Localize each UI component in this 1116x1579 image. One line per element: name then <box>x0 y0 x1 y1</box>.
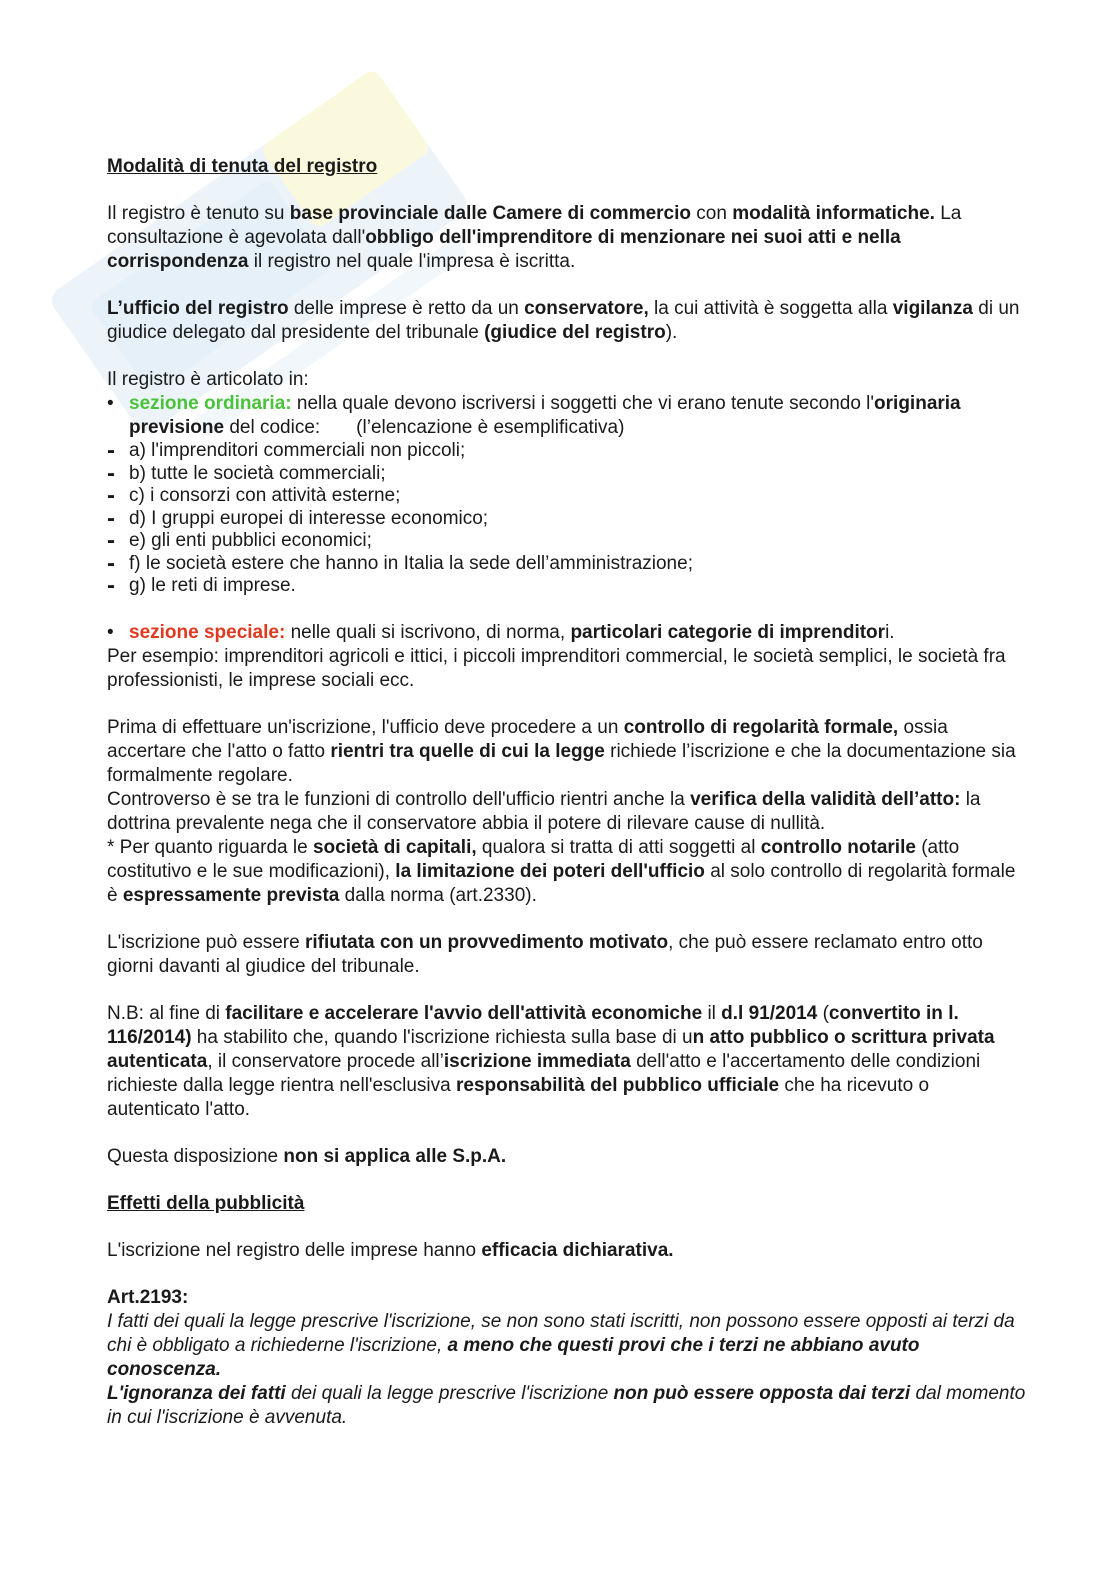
bullet-marker: • <box>107 621 114 643</box>
paragraph-ufficio: L’ufficio del registro delle imprese è retto da un conservatore, la cui attività è soggetta alla vigilanza di un giudice delegato dal presidente del tribunale (giudice del registro). <box>107 298 1020 343</box>
article-text-2: L'ignoranza dei fatti dei quali la legge prescrive l'iscrizione non può essere opposta dai terzi dal momento in cui l'iscrizione è avvenuta. <box>107 1382 1026 1428</box>
paragraph-esempio: Per esempio: imprenditori agricoli e ittici, i piccoli imprenditori commercial, le società semplici, le società fra professionisti, le imprese sociali ecc. <box>107 645 1006 691</box>
list-item: - c) i consorzi con attività esterne; <box>107 482 401 509</box>
paragraph-nb: N.B: al fine di facilitare e accelerare l'avvio dell'attività economiche il d.l 91/2014 (convertito in l. 116/2014) ha stabilito che, quando l'iscrizione richiesta sulla base di un atto pubblico o scrittura privata autenticata, il conservatore procede all’iscrizione immediata dell'atto e l'accertamento delle condizioni richieste dalla legge rientra nell'esclusiva responsabilità del pubblico ufficiale che ha ricevuto o autenticato l'atto. <box>107 1002 995 1120</box>
list-item: - a) l'imprenditori commerciali non piccoli; <box>107 437 466 464</box>
list-item: - e) gli enti pubblici economici; <box>107 527 372 554</box>
paragraph-societa-capitali: * Per quanto riguarda le società di capitali, qualora si tratta di atti soggetti al controllo notarile (atto costitutivo e le sue modificazioni), la limitazione dei poteri dell'ufficio al solo controllo di regolarità formale è espressamente prevista dalla norma (art.2330). <box>107 836 1016 906</box>
list-item: - g) le reti di imprese. <box>107 572 296 599</box>
paragraph-registro: Il registro è tenuto su base provinciale dalle Camere di commercio con modalità informatiche. La consultazione è agevolata dall'obbligo dell'imprenditore di menzionare nei suoi atti e nella corrispondenza il registro nel quale l'impresa è iscritta. <box>107 203 962 272</box>
paragraph-rifiuto: L'iscrizione può essere rifiutata con un provvedimento motivato, che può essere reclamato entro otto giorni davanti al giudice del tribunale. <box>107 931 983 977</box>
section-heading-effetti: Effetti della pubblicità <box>107 1192 305 1214</box>
paragraph-articolato: Il registro è articolato in: <box>107 369 309 390</box>
list-item: - f) le società estere che hanno in Italia la sede dell’amministrazione; <box>107 549 693 577</box>
list-item: - b) tutte le società commerciali; <box>107 459 386 487</box>
list-item: - d) I gruppi europei di interesse economico; <box>107 504 489 532</box>
paragraph-controverso: Controverso è se tra le funzioni di controllo dell'ufficio rientri anche la verifica della validità dell’atto: la dottrina prevalente nega che il conservatore abbia il potere di rilevare cause di nullità. <box>107 788 981 834</box>
paragraph-efficacia: L'iscrizione nel registro delle imprese hanno efficacia dichiarativa. <box>107 1239 674 1261</box>
paragraph-spa: Questa disposizione non si applica alle S.p.A. <box>107 1145 507 1167</box>
bullet-marker: • <box>107 393 114 414</box>
bullet-sezione-ordinaria: • sezione ordinaria: nella quale devono iscriversi i soggetti che vi erano tenute secondo l'originaria previsione del codice: (l’elencazione è esemplificativa) <box>107 393 961 438</box>
article-title: Art.2193: <box>107 1286 189 1308</box>
article-text: I fatti dei quali la legge prescrive l'iscrizione, se non sono stati iscritti, non possono essere opposti ai terzi da chi è obbligato a richiederne l'iscrizione, a meno che questi provi che i terzi ne abbiano avuto conoscenza. <box>107 1310 1015 1380</box>
section-heading-tenuta: Modalità di tenuta del registro <box>107 156 378 177</box>
bullet-sezione-speciale: • sezione speciale: nelle quali si iscrivono, di norma, particolari categorie di imprenditori. <box>107 621 895 643</box>
paragraph-controllo: Prima di effettuare un'iscrizione, l'ufficio deve procedere a un controllo di regolarità formale, ossia accertare che l'atto o fatto rientri tra quelle di cui la legge richiede l’iscrizione e che la documentazione sia formalmente regolare. <box>107 716 1016 786</box>
document-page <box>107 155 1027 1430</box>
